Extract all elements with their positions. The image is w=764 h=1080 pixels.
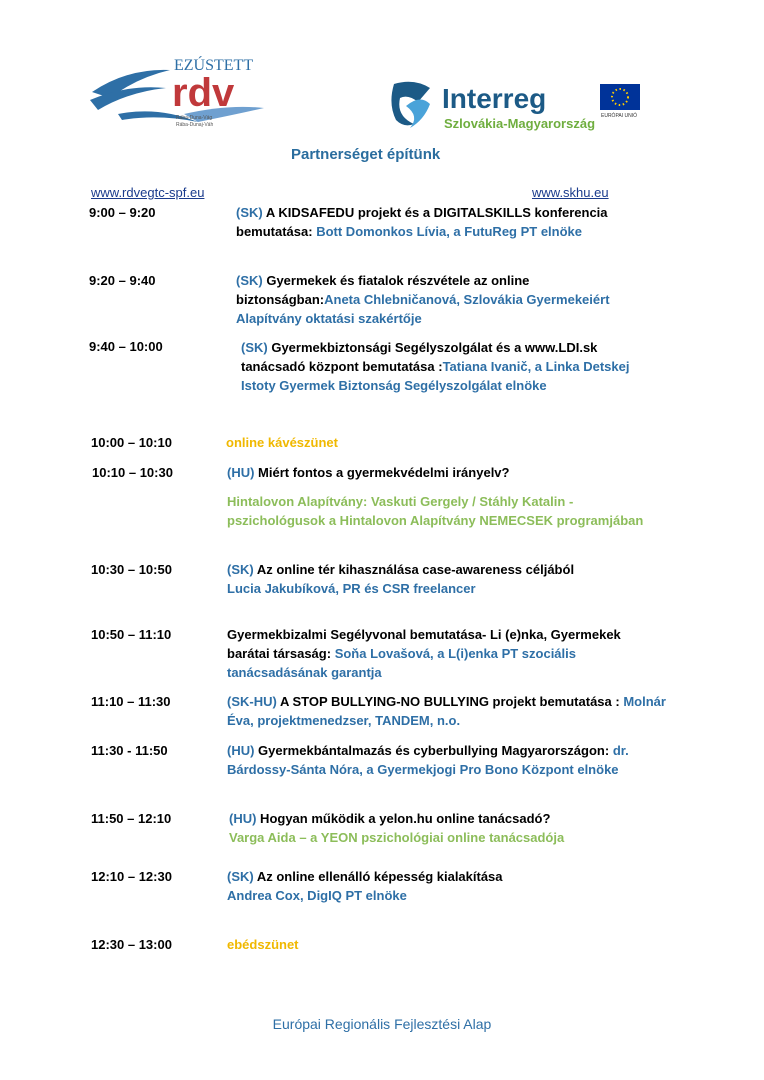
agenda-time: 9:00 – 9:20 [89,205,156,220]
agenda-entry: (SK) A KIDSAFEDU projekt és a DIGITALSKILLS konferencia bemutatása: Bott Domonkos Lívia, a FutuReg PT elnöke [236,205,608,239]
agenda-time: 10:50 – 11:10 [91,627,172,642]
footer-text: Európai Regionális Fejlesztési Alap [272,1016,492,1032]
agenda-entry: Gyermekbizalmi Segélyvonal bemutatása- Li (e)nka, Gyermekek barátai társaság: Soňa Lovašová, a L(i)enka PT szociális tanácsadásának garantja [227,627,621,680]
agenda-time: 11:10 – 11:30 [91,694,171,709]
agenda-time: 12:30 – 13:00 [91,937,172,952]
agenda-note: Hintalovon Alapítvány: Vaskuti Gergely / Stáhly Katalin - pszichológusok a Hintalovon Alapítvány NEMECSEK programjában [227,494,644,528]
interreg-sub: Szlovákia-Magyarország [444,116,596,131]
agenda-time: 9:40 – 10:00 [89,339,163,354]
agenda-entry: (SK) Az online tér kihasználása case-awareness céljából Lucia Jakubíková, PR és CSR freelancer [227,562,575,596]
agenda-entry: (HU) Hogyan működik a yelon.hu online tanácsadó? Varga Aida – a YEON pszichológiai online tanácsadója [229,811,565,845]
agenda-entry: (HU) Miért fontos a gyermekvédelmi irányelv? [227,465,510,480]
agenda-time: 10:00 – 10:10 [91,435,172,450]
page-title: Partnerséget építünk [291,146,441,163]
agenda-time: 11:30 - 11:50 [91,743,168,758]
link-skhu[interactable]: www.skhu.eu [532,185,609,200]
lunch-break: ebédszünet [227,937,299,952]
interreg-name: Interreg [442,83,547,114]
rdv-logo [88,48,268,130]
agenda-time: 10:10 – 10:30 [92,465,173,480]
logo-mark: rdv [172,71,235,115]
link-rdvegtc[interactable]: www.rdvegtc-spf.eu [91,185,205,200]
svg-text:Rába-Duna-Vág: Rába-Duna-Vág [176,115,213,121]
agenda-time: 10:30 – 10:50 [91,562,172,577]
interreg-logo [390,76,650,134]
agenda-entry: (SK-HU) A STOP BULLYING-NO BULLYING projekt bemutatása : Molnár Éva, projektmenedzser, TANDEM, n.o. [227,694,666,728]
eu-flag-icon [600,84,640,110]
agenda-entry: (SK) Gyermekbiztonsági Segélyszolgálat és a www.LDI.sk tanácsadó központ bemutatása :Tatiana Ivanič, a Linka Detskej Istoty Gyermek Biztonság Segélyszolgálat elnöke [241,340,630,393]
agenda-entry: (HU) Gyermekbántalmazás és cyberbullying Magyarországon: dr. Bárdossy-Sánta Nóra, a Gyermekjogi Pro Bono Központ elnöke [227,743,629,777]
svg-text:EURÓPAI UNIÓ: EURÓPAI UNIÓ [601,113,638,119]
agenda-entry: (SK) Az online ellenálló képesség kialakítása Andrea Cox, DigIQ PT elnöke [227,869,503,903]
agenda-time: 11:50 – 12:10 [91,811,172,826]
svg-text:Rába-Dunaj-Váh: Rába-Dunaj-Váh [176,122,214,128]
agenda-entry: (SK) Gyermekek és fiatalok részvétele az online biztonságban:Aneta Chlebničanová, Szlovákia Gyermekeiért Alapítvány oktatási szakértője [236,273,610,326]
agenda-time: 12:10 – 12:30 [91,869,172,884]
coffee-break: online kávészünet [226,435,338,450]
agenda-time: 9:20 – 9:40 [89,273,156,288]
logo-name: EZÚSTETT [174,57,254,74]
